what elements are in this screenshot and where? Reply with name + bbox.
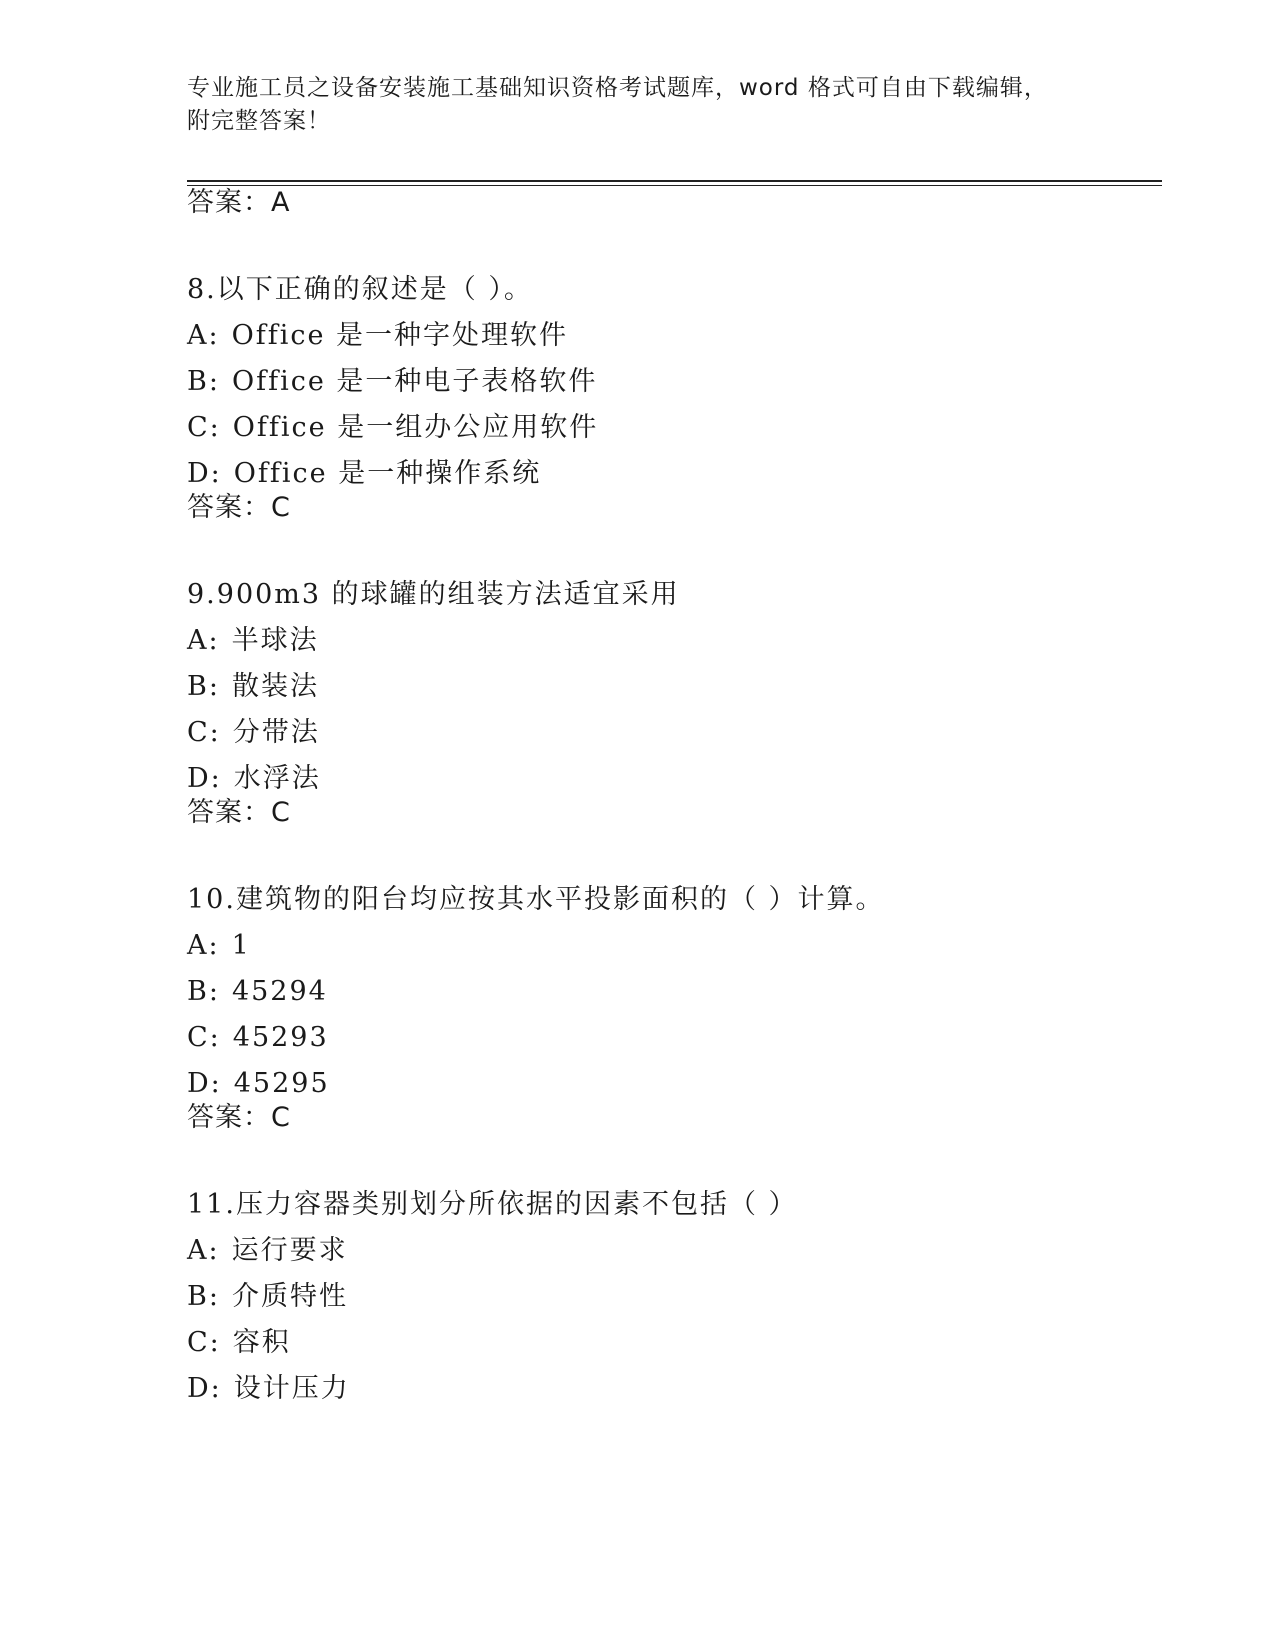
option-a bbox=[187, 1228, 1162, 1274]
question-9 bbox=[187, 572, 1162, 802]
option-key: B: bbox=[187, 1281, 220, 1312]
question-10 bbox=[187, 877, 1162, 1107]
question-8 bbox=[187, 267, 1162, 497]
option-b bbox=[187, 1274, 1162, 1320]
option-key: C: bbox=[187, 1022, 221, 1053]
question-11 bbox=[187, 1182, 1162, 1412]
option-a bbox=[187, 618, 1162, 664]
option-d bbox=[187, 756, 1162, 802]
option-key: D: bbox=[187, 458, 222, 489]
option-key: B: bbox=[187, 976, 220, 1007]
answer-q7 bbox=[187, 186, 290, 220]
header-divider-thick bbox=[187, 180, 1162, 182]
option-text: 水浮法 bbox=[233, 763, 321, 794]
option-key: B: bbox=[187, 671, 220, 702]
question-number: 8. bbox=[187, 274, 217, 305]
option-c bbox=[187, 1015, 1162, 1061]
answer-value: C bbox=[271, 492, 291, 523]
answer-label: 答案： bbox=[187, 187, 271, 218]
option-text: 运行要求 bbox=[231, 1235, 348, 1266]
header-line-1: 专业施工员之设备安装施工基础知识资格考试题库，word 格式可自由下载编辑， bbox=[187, 75, 1048, 101]
option-key: A: bbox=[187, 320, 220, 351]
answer-value: C bbox=[271, 797, 291, 828]
answer-q10 bbox=[187, 1101, 291, 1135]
option-key: C: bbox=[187, 412, 221, 443]
header-divider-thin bbox=[187, 185, 1162, 186]
option-text: 设计压力 bbox=[233, 1373, 350, 1404]
option-b bbox=[187, 664, 1162, 710]
document-page bbox=[187, 0, 1167, 1650]
option-d bbox=[187, 451, 1162, 497]
question-number: 11. bbox=[187, 1189, 236, 1220]
question-stem bbox=[187, 572, 1162, 618]
option-a bbox=[187, 923, 1162, 969]
option-key: A: bbox=[187, 1235, 220, 1266]
option-text: Office 是一种字处理软件 bbox=[231, 320, 569, 351]
option-text: 45293 bbox=[232, 1022, 329, 1053]
header-line-2: 附完整答案！ bbox=[187, 108, 331, 134]
option-key: D: bbox=[187, 1373, 222, 1404]
option-text: 1 bbox=[231, 930, 251, 961]
answer-value: A bbox=[271, 187, 291, 218]
option-key: A: bbox=[187, 930, 220, 961]
option-b bbox=[187, 969, 1162, 1015]
option-text: 散装法 bbox=[231, 671, 319, 702]
question-text: 压力容器类别划分所依据的因素不包括（ ） bbox=[235, 1189, 798, 1220]
question-text: 建筑物的阳台均应按其水平投影面积的（ ）计算。 bbox=[235, 884, 885, 915]
option-d bbox=[187, 1061, 1162, 1107]
option-text: 45294 bbox=[231, 976, 328, 1007]
option-text: 介质特性 bbox=[231, 1281, 348, 1312]
question-text: 900m3 的球罐的组装方法适宜采用 bbox=[216, 579, 680, 610]
answer-q8 bbox=[187, 491, 291, 525]
option-text: 45295 bbox=[233, 1068, 330, 1099]
question-number: 10. bbox=[187, 884, 236, 915]
question-stem bbox=[187, 877, 1162, 923]
option-key: C: bbox=[187, 1327, 221, 1358]
answer-label: 答案： bbox=[187, 492, 271, 523]
option-text: 分带法 bbox=[232, 717, 320, 748]
option-a bbox=[187, 313, 1162, 359]
option-key: D: bbox=[187, 763, 222, 794]
question-text: 以下正确的叙述是（ ）。 bbox=[216, 274, 533, 305]
answer-label: 答案： bbox=[187, 1102, 271, 1133]
option-b bbox=[187, 359, 1162, 405]
option-key: D: bbox=[187, 1068, 222, 1099]
question-stem bbox=[187, 1182, 1162, 1228]
option-text: Office 是一种电子表格软件 bbox=[231, 366, 598, 397]
option-text: Office 是一种操作系统 bbox=[233, 458, 542, 489]
option-key: C: bbox=[187, 717, 221, 748]
question-stem bbox=[187, 267, 1162, 313]
option-key: A: bbox=[187, 625, 220, 656]
answer-label: 答案： bbox=[187, 797, 271, 828]
answer-q9 bbox=[187, 796, 291, 830]
option-c bbox=[187, 1320, 1162, 1366]
option-d bbox=[187, 1366, 1162, 1412]
option-text: 半球法 bbox=[231, 625, 319, 656]
document-header bbox=[187, 72, 1087, 138]
option-text: 容积 bbox=[232, 1327, 291, 1358]
option-text: Office 是一组办公应用软件 bbox=[232, 412, 599, 443]
answer-value: C bbox=[271, 1102, 291, 1133]
question-number: 9. bbox=[187, 579, 217, 610]
option-c bbox=[187, 710, 1162, 756]
option-c bbox=[187, 405, 1162, 451]
option-key: B: bbox=[187, 366, 220, 397]
